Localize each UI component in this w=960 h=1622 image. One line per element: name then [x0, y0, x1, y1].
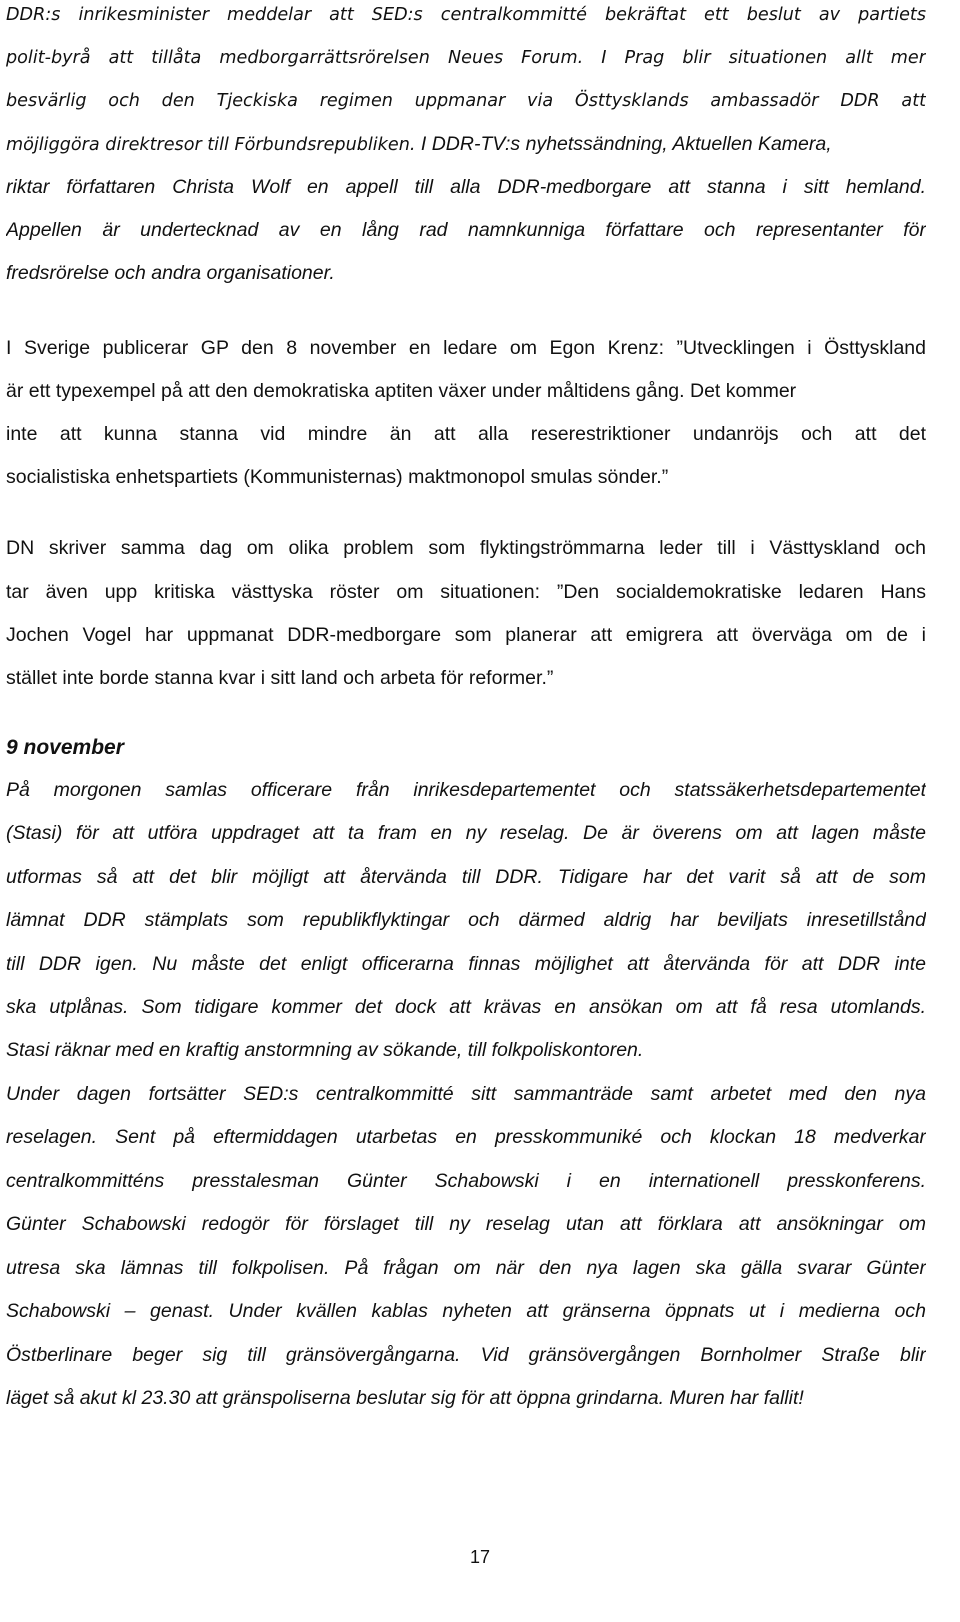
text-line: lämnat DDR stämplats som republikflyktingar och därmed aldrig har beviljats inresetillstånd: [6, 909, 926, 931]
text-line: ska utplånas. Som tidigare kommer det dock att krävas en ansökan om att få resa utomlands.: [6, 996, 926, 1018]
text-line: (Stasi) för att utföra uppdraget att ta fram en ny reselag. De är överens om att lagen måste: [6, 822, 926, 844]
text-line: reselagen. Sent på eftermiddagen utarbetas en presskommuniké och klockan 18 medverkar: [6, 1126, 926, 1148]
text-line: utresa ska lämnas till folkpolisen. På frågan om när den nya lagen ska gälla svarar Günter: [6, 1257, 926, 1279]
text-line: fredsrörelse och andra organisationer.: [6, 262, 335, 284]
text-segment: Det kommer: [684, 380, 797, 402]
text-line: till DDR igen. Nu måste det enligt officerarna finnas möjlighet att återvända för att DDR inte: [6, 953, 926, 975]
text-segment: I DDR-TV:s nyhetssändning, Aktuellen Kamera,: [415, 133, 832, 155]
section-heading: 9 november: [6, 736, 124, 759]
text-line: riktar författaren Christa Wolf en appell till alla DDR-medborgare att stanna i sitt hemland.: [6, 176, 926, 198]
text-line: polit-byrå att tillåta medborgarrättsrörelsen Neues Forum. I Prag blir situationen allt mer: [6, 48, 926, 68]
text-line: Under dagen fortsätter SED:s centralkommitté sitt sammanträde samt arbetet med den nya: [6, 1083, 926, 1105]
text-line: Jochen Vogel har uppmanat DDR-medborgare som planerar att emigrera att överväga om de i: [6, 624, 926, 646]
text-line: DN skriver samma dag om olika problem som flyktingströmmarna leder till i Västtyskland och: [6, 537, 926, 559]
text-segment: är ett typexempel på att den demokratiska aptiten växer under måltidens gång.: [6, 380, 685, 402]
text-line: Günter Schabowski redogör för förslaget till ny reselag utan att förklara att ansökningar om: [6, 1213, 926, 1235]
text-line: läget så akut kl 23.30 att gränspoliserna beslutar sig för att öppna grindarna. Muren har fallit!: [6, 1387, 804, 1409]
text-line: stället inte borde stanna kvar i sitt land och arbeta för reformer.”: [6, 667, 554, 689]
text-segment: möjliggöra direktresor till Förbundsrepubliken.: [6, 135, 416, 155]
text-line: socialistiska enhetspartiets (Kommunisternas) maktmonopol smulas sönder.”: [6, 466, 669, 488]
text-line: Schabowski – genast. Under kvällen kablas nyheten att gränserna öppnats ut i medierna och: [6, 1300, 926, 1322]
page-number: 17: [469, 1547, 491, 1567]
text-line: besvärlig och den Tjeckiska regimen uppmanar via Östtysklands ambassadör DDR att: [6, 91, 926, 111]
text-line: Appellen är undertecknad av en lång rad namnkunniga författare och representanter för: [6, 219, 926, 241]
text-line: DDR:s inrikesminister meddelar att SED:s centralkommitté bekräftat ett beslut av partiets: [6, 5, 926, 25]
text-line: utformas så att det blir möjligt att återvända till DDR. Tidigare har det varit så att de som: [6, 866, 926, 888]
text-line: I Sverige publicerar GP den 8 november en ledare om Egon Krenz: ”Utvecklingen i Östtyskland: [6, 337, 926, 359]
text-line: [6, 378, 926, 404]
text-line: [6, 131, 926, 157]
text-line: tar även upp kritiska västtyska röster om situationen: ”Den socialdemokratiske ledaren Hans: [6, 581, 926, 603]
text-line: På morgonen samlas officerare från inrikesdepartementet och statssäkerhetsdepartementet: [6, 779, 926, 801]
text-line: Östberlinare beger sig till gränsövergångarna. Vid gränsövergången Bornholmer Straße blir: [6, 1344, 926, 1366]
text-line: Stasi räknar med en kraftig anstormning av sökande, till folkpoliskontoren.: [6, 1039, 644, 1061]
text-line: centralkommitténs presstalesman Günter Schabowski i en internationell presskonferens.: [6, 1170, 926, 1192]
text-line: inte att kunna stanna vid mindre än att alla reserestriktioner undanröjs och att det: [6, 423, 926, 445]
